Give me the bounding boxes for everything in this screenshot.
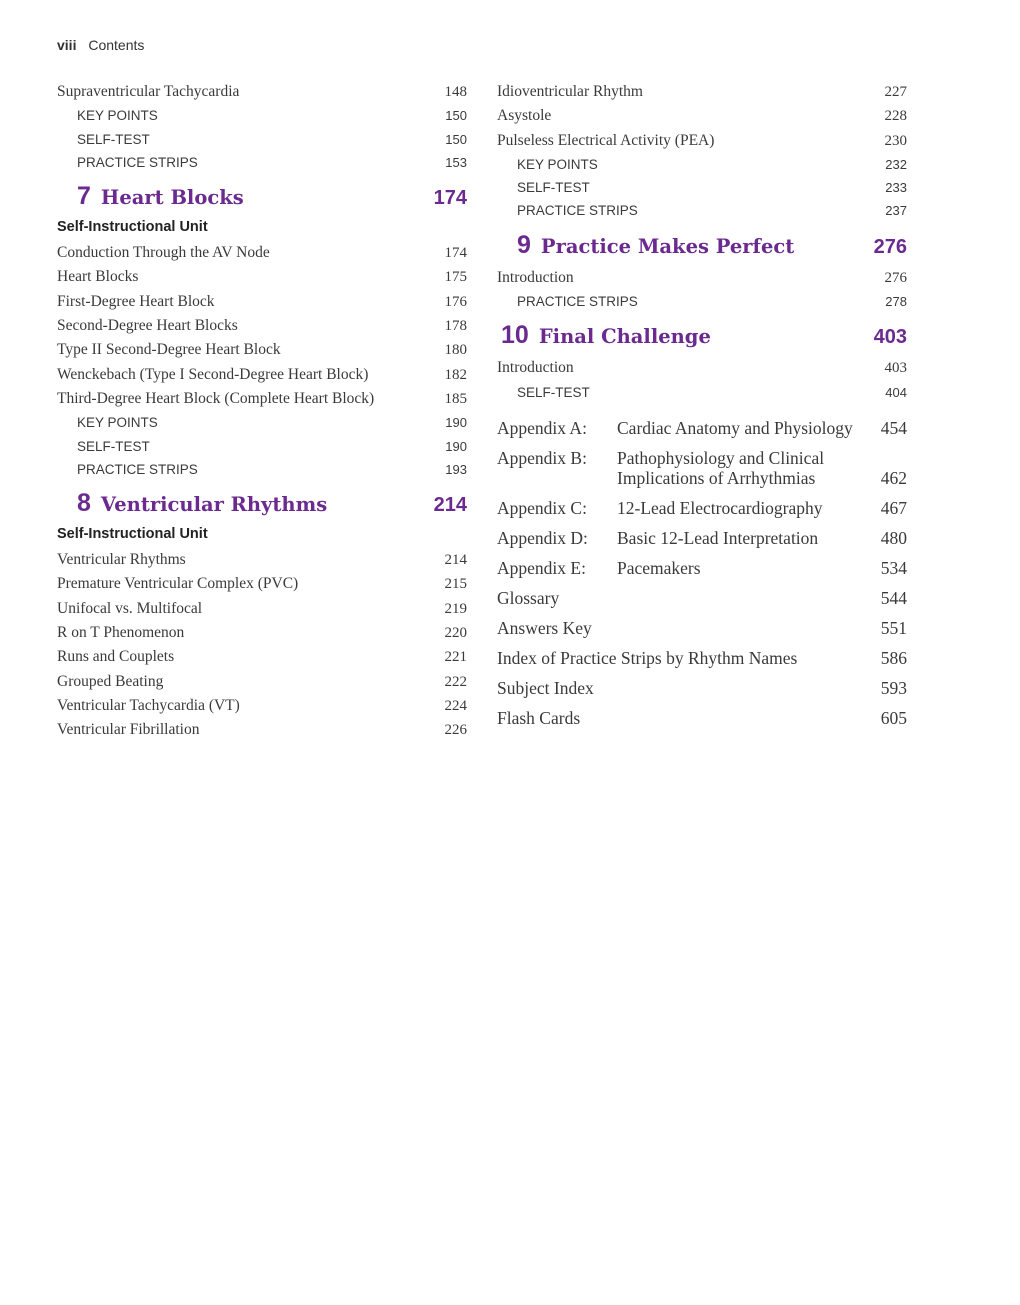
entry-page: 150: [445, 108, 467, 124]
entry-label: First-Degree Heart Block: [57, 292, 215, 310]
appendix-entry[interactable]: [497, 418, 907, 438]
entry-page: 276: [884, 269, 907, 286]
entry-page: 226: [444, 722, 467, 739]
entry-page: 593: [880, 677, 907, 698]
toc-entry[interactable]: [57, 290, 467, 314]
chapter-number: 9: [517, 230, 531, 259]
appendix-entry[interactable]: [497, 528, 907, 548]
toc-subentry[interactable]: [497, 176, 907, 199]
entry-label: Ventricular Fibrillation: [57, 721, 200, 739]
appendix-list: [497, 418, 907, 578]
entry-label: Grouped Beating: [57, 672, 164, 690]
appendix-label: Appendix A:: [497, 417, 587, 438]
entry-page: 219: [444, 600, 467, 617]
entry-page: 193: [445, 461, 467, 477]
appendix-title: Basic 12-Lead Interpretation: [617, 527, 819, 548]
entry-label: SELF-TEST: [517, 180, 590, 196]
entry-page: 182: [444, 366, 467, 383]
chapter-heading-8[interactable]: [57, 489, 467, 518]
entry-label: Glossary: [497, 587, 560, 608]
chapter-title: Final Challenge: [538, 325, 711, 349]
entry-label: Heart Blocks: [57, 268, 139, 286]
toc-entry[interactable]: [57, 241, 467, 265]
entry-label: PRACTICE STRIPS: [517, 294, 638, 310]
entry-page: 228: [884, 108, 907, 125]
chapter-heading-10[interactable]: [497, 321, 907, 350]
entry-page: 153: [445, 154, 467, 170]
toc-entry[interactable]: [497, 80, 907, 104]
toc-entry[interactable]: [497, 104, 907, 128]
toc-entry[interactable]: [497, 356, 907, 380]
chapter-9-entries: [497, 266, 907, 314]
appendix-page: 480: [880, 527, 907, 548]
toc-entry[interactable]: [57, 363, 467, 387]
chapter-heading-7[interactable]: [57, 182, 467, 211]
entry-label: Ventricular Tachycardia (VT): [57, 696, 240, 714]
appendix-page: 462: [880, 467, 907, 488]
entry-label: Wenckebach (Type I Second-Degree Heart Block): [57, 365, 369, 383]
back-matter-entry[interactable]: [497, 618, 907, 638]
entry-label: PRACTICE STRIPS: [517, 203, 638, 219]
appendix-title: Cardiac Anatomy and Physiology: [617, 417, 853, 438]
toc-subentry[interactable]: [57, 458, 467, 481]
chapter-page: 174: [433, 187, 467, 210]
chapter-10-entries: [497, 356, 907, 404]
chapter-heading-9[interactable]: [497, 231, 907, 260]
entry-page: 227: [884, 84, 907, 100]
toc-entry[interactable]: [497, 266, 907, 290]
running-head-title: Contents: [88, 37, 145, 53]
toc-entry[interactable]: [57, 338, 467, 362]
toc-subentry[interactable]: [57, 435, 467, 458]
entry-label: Ventricular Rhythms: [57, 551, 186, 569]
toc-subentry[interactable]: [497, 153, 907, 176]
entry-page: 175: [444, 269, 467, 286]
entry-page: 214: [444, 552, 467, 569]
entry-page: 185: [444, 390, 467, 407]
chapter-8-entries: [57, 548, 467, 742]
toc-entry[interactable]: [57, 80, 467, 104]
entry-page: 150: [445, 131, 467, 147]
entry-page: 544: [880, 587, 907, 608]
entry-label: Introduction: [497, 359, 574, 377]
entry-label: Asystole: [497, 107, 552, 125]
entry-label: KEY POINTS: [517, 156, 598, 172]
entry-label: Answers Key: [497, 617, 592, 638]
entry-label: Supraventricular Tachycardia: [57, 83, 240, 100]
unit-heading: Self-Instructional Unit: [57, 219, 208, 236]
entry-label: R on T Phenomenon: [57, 624, 185, 642]
entry-label: KEY POINTS: [77, 415, 158, 431]
entry-label: Conduction Through the AV Node: [57, 244, 270, 262]
entry-label: SELF-TEST: [517, 384, 590, 400]
entry-page: 237: [885, 203, 907, 219]
toc-top-rows-left: [57, 80, 467, 174]
entry-label: KEY POINTS: [77, 108, 158, 124]
entry-page: 233: [885, 180, 907, 196]
back-matter-entry[interactable]: [497, 648, 907, 668]
entry-label: SELF-TEST: [77, 131, 150, 147]
entry-page: 180: [444, 342, 467, 359]
toc-right-column: [497, 80, 907, 738]
entry-page: 230: [884, 132, 907, 149]
entry-label: Index of Practice Strips by Rhythm Names: [497, 647, 798, 668]
entry-page: 605: [880, 707, 907, 728]
back-matter-entry[interactable]: [497, 678, 907, 698]
appendix-title: 12-Lead Electrocardiography: [617, 497, 823, 518]
chapter-7-entries: [57, 241, 467, 481]
toc-entry[interactable]: [57, 572, 467, 596]
running-head: [57, 37, 144, 53]
entry-label: PRACTICE STRIPS: [77, 461, 198, 477]
appendix-page: 454: [880, 417, 907, 438]
back-matter-list: [497, 588, 907, 728]
entry-label: Pulseless Electrical Activity (PEA): [497, 131, 715, 149]
entry-page: 190: [445, 438, 467, 454]
appendix-label: Appendix C:: [497, 497, 587, 518]
entry-label: Type II Second-Degree Heart Block: [57, 341, 281, 359]
chapter-page: 403: [873, 326, 907, 349]
toc-subentry[interactable]: [57, 411, 467, 434]
chapter-title: Practice Makes Perfect: [540, 234, 795, 258]
entry-label: Premature Ventricular Complex (PVC): [57, 575, 299, 593]
toc-subentry[interactable]: [497, 290, 907, 313]
entry-page: 215: [444, 576, 467, 593]
entry-page: 586: [880, 647, 907, 668]
entry-label: Flash Cards: [497, 707, 581, 728]
appendix-title: Pacemakers: [617, 557, 701, 578]
chapter-page: 214: [433, 494, 467, 517]
toc-entry[interactable]: [57, 718, 467, 742]
appendix-label: Appendix B:: [497, 447, 587, 468]
entry-page: 404: [885, 384, 907, 400]
back-matter-entry[interactable]: [497, 588, 907, 608]
toc-entry[interactable]: [57, 670, 467, 694]
toc-subentry[interactable]: [497, 199, 907, 222]
unit-heading: Self-Instructional Unit: [57, 526, 208, 543]
toc-entry[interactable]: [57, 694, 467, 718]
entry-label: Second-Degree Heart Blocks: [57, 317, 238, 335]
entry-label: Idioventricular Rhythm: [497, 83, 643, 100]
entry-page: 403: [884, 360, 907, 377]
appendix-entry[interactable]: [497, 498, 907, 518]
entry-page: 551: [880, 617, 907, 638]
toc-subentry[interactable]: [57, 151, 467, 174]
toc-entry[interactable]: [57, 314, 467, 338]
entry-label: Unifocal vs. Multifocal: [57, 599, 203, 617]
appendix-entry[interactable]: [497, 448, 907, 488]
chapter-title: Heart Blocks: [100, 186, 244, 210]
entry-label: Subject Index: [497, 677, 594, 698]
toc-entry[interactable]: [57, 621, 467, 645]
entry-page: 148: [444, 84, 467, 100]
entry-page: 222: [444, 673, 467, 690]
chapter-number: 7: [77, 182, 91, 211]
entry-label: Third-Degree Heart Block (Complete Heart Block): [57, 389, 375, 407]
toc-left-column: [57, 80, 467, 743]
appendix-label: Appendix E:: [497, 557, 586, 578]
appendix-title: Pathophysiology and Clinical Implications of Arrhythmias: [617, 447, 825, 488]
toc-entry[interactable]: [57, 548, 467, 572]
page-number: viii: [57, 37, 77, 53]
entry-label: PRACTICE STRIPS: [77, 154, 198, 170]
toc-subentry[interactable]: [57, 104, 467, 127]
chapter-page: 276: [873, 235, 907, 258]
appendix-page: 534: [880, 557, 907, 578]
entry-label: Introduction: [497, 268, 574, 286]
chapter-number: 8: [77, 489, 91, 518]
toc-entry[interactable]: [57, 387, 467, 411]
entry-page: 232: [885, 156, 907, 172]
entry-page: 224: [444, 697, 467, 714]
entry-page: 178: [444, 318, 467, 335]
appendix-entry[interactable]: [497, 558, 907, 578]
entry-page: 278: [885, 294, 907, 310]
back-matter-entry[interactable]: [497, 708, 907, 728]
entry-page: 220: [444, 625, 467, 642]
toc-subentry[interactable]: [57, 128, 467, 151]
toc-entry[interactable]: [57, 597, 467, 621]
toc-entry[interactable]: [497, 129, 907, 153]
entry-label: SELF-TEST: [77, 438, 150, 454]
toc-subentry[interactable]: [497, 381, 907, 404]
entry-page: 176: [444, 293, 467, 310]
entry-page: 221: [444, 649, 467, 666]
appendix-page: 467: [880, 497, 907, 518]
entry-page: 174: [444, 245, 467, 262]
appendix-label: Appendix D:: [497, 527, 588, 548]
toc-entry[interactable]: [57, 265, 467, 289]
toc-top-rows-right: [497, 80, 907, 223]
chapter-number: 10: [501, 321, 529, 350]
entry-label: Runs and Couplets: [57, 648, 175, 666]
toc-entry[interactable]: [57, 645, 467, 669]
chapter-title: Ventricular Rhythms: [100, 493, 328, 517]
entry-page: 190: [445, 415, 467, 431]
